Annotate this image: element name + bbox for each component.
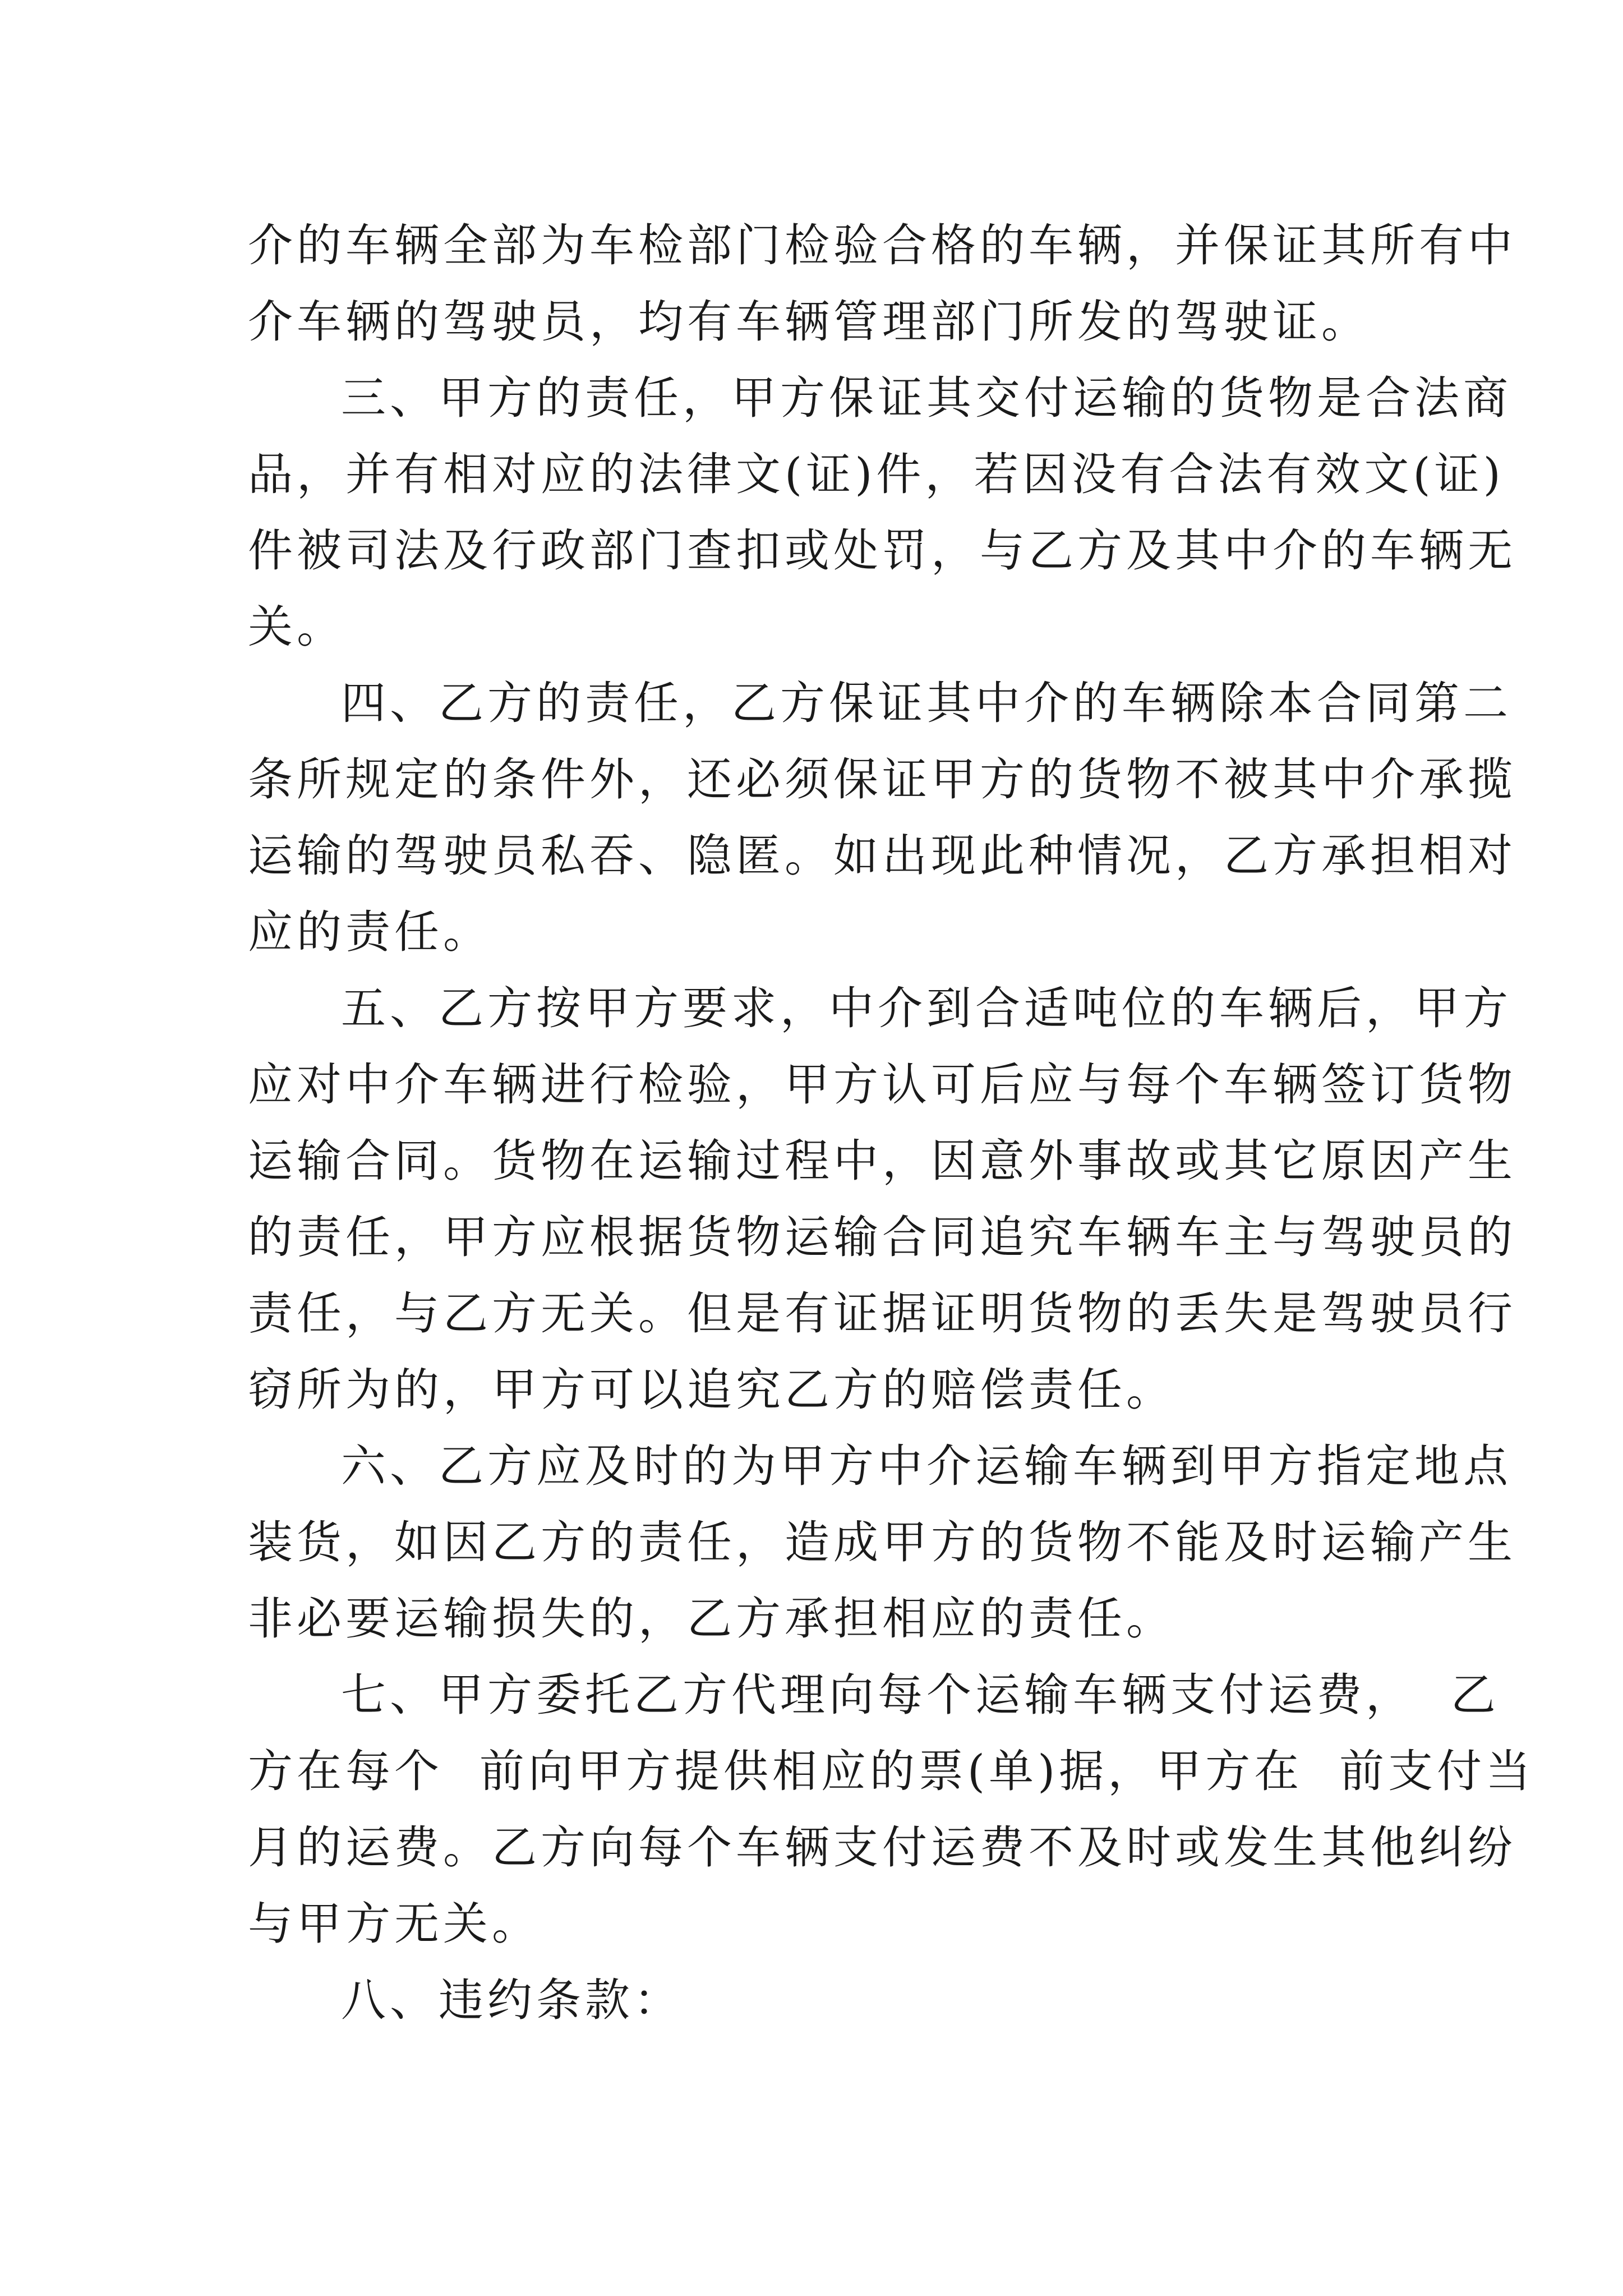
text-line: 运输合同。货物在运输过程中，因意外事故或其它原因产生 [248,1135,1516,1187]
text-line: 与甲方无关。 [248,1898,541,1950]
text-line: 的责任，甲方应根据货物运输合同追究车辆车主与驾驶员的 [248,1211,1516,1263]
text-line: 装货，如因乙方的责任，造成甲方的货物不能及时运输产生 [248,1516,1516,1568]
text-line: 品，并有相对应的法律文(证)件，若因没有合法有效文(证) [248,448,1505,500]
text-line: 三、甲方的责任，甲方保证其交付运输的货物是合法商 [341,372,1512,424]
text-line: 六、乙方应及时的为甲方中介运输车辆到甲方指定地点 [341,1440,1512,1492]
text-line: 运输的驾驶员私吞、隐匿。如出现此种情况，乙方承担相对 [248,830,1516,882]
text-line: 非必要运输损失的，乙方承担相应的责任。 [248,1593,1175,1645]
text-line: 四、乙方的责任，乙方保证其中介的车辆除本合同第二 [341,677,1512,729]
paragraph-section-8 [248,1962,1386,2039]
text-line: 窃所为的，甲方可以追究乙方的赔偿责任。 [248,1364,1175,1416]
text-line: 关。 [248,601,345,653]
text-line: 七、甲方委托乙方代理向每个运输车辆支付运费， 乙 [341,1669,1500,1721]
text-line: 月的运费。乙方向每个车辆支付运费不及时或发生其他纠纷 [248,1821,1516,1874]
text-line: 责任，与乙方无关。但是有证据证明货物的丢失是驾驶员行 [248,1287,1516,1340]
text-line: 五、乙方按甲方要求，中介到合适吨位的车辆后，甲方 [341,982,1512,1034]
section-heading: 八、违约条款： [341,1974,683,2026]
paragraph-section-3 [248,360,1516,665]
document-body [248,208,1535,2039]
paragraph-section-7 [248,1657,1535,1962]
paragraph-section-6 [248,1428,1516,1657]
text-line: 应的责任。 [248,906,492,958]
paragraph-section-5 [248,970,1516,1428]
text-line: 方在每个 前向甲方提供相应的票(单)据，甲方在 前支付当 [248,1745,1535,1797]
text-line: 介的车辆全部为车检部门检验合格的车辆，并保证其所有中 [248,219,1516,272]
text-line: 介车辆的驾驶员，均有车辆管理部门所发的驾驶证。 [248,296,1370,348]
text-line: 条所规定的条件外，还必须保证甲方的货物不被其中介承揽 [248,753,1516,806]
paragraph-continuation [248,208,1516,360]
paragraph-section-4 [248,665,1516,970]
text-line: 应对中介车辆进行检验，甲方认可后应与每个车辆签订货物 [248,1059,1516,1111]
text-line: 件被司法及行政部门查扣或处罚，与乙方及其中介的车辆无 [248,524,1516,577]
